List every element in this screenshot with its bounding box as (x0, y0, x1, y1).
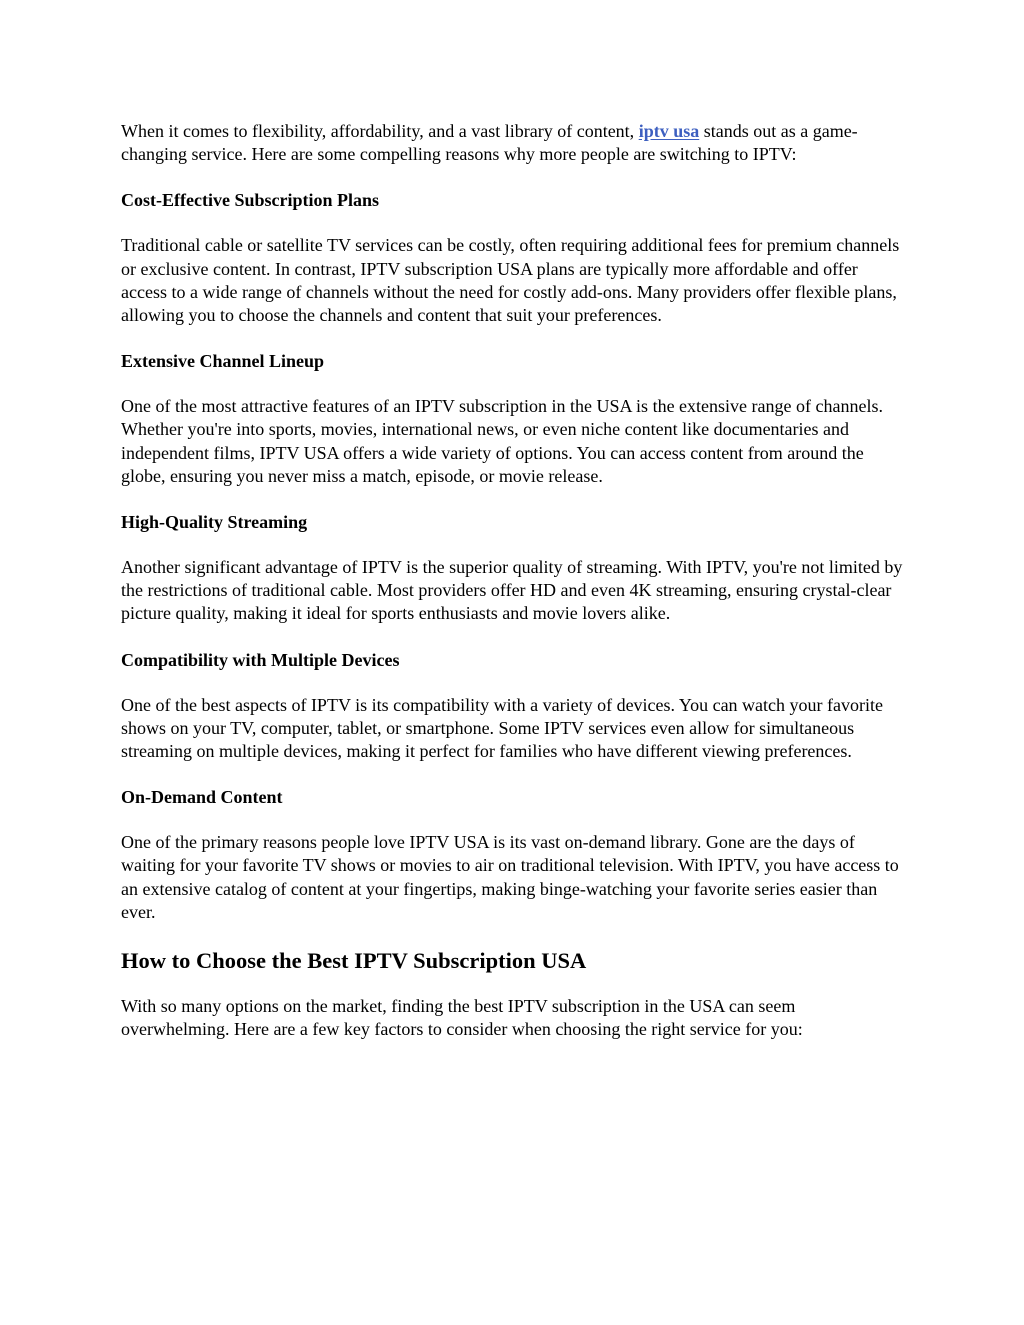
section-heading-channel-lineup: Extensive Channel Lineup (121, 351, 325, 372)
choose-section-heading: How to Choose the Best IPTV Subscription USA (121, 948, 587, 974)
section-heading-high-quality: High-Quality Streaming (121, 512, 308, 533)
section-body-compatibility: One of the best aspects of IPTV is its compatibility with a variety of devices. You can watch your favorite shows on your TV, computer, tablet, or smartphone. Some IPTV services even allow for simultaneous streaming on multiple devices, making it perfect for families who have different viewing preferences. (121, 694, 883, 762)
section-body-high-quality: Another significant advantage of IPTV is the superior quality of streaming. With IPTV, you're not limited by the restrictions of traditional cable. Most providers offer HD and even 4K streaming, ensuring crystal-clear picture quality, making it ideal for sports enthusiasts and movie lovers alike. (121, 557, 903, 624)
section-heading-on-demand: On-Demand Content (121, 787, 283, 808)
section-heading-cost-effective: Cost-Effective Subscription Plans (121, 190, 379, 211)
section-body-on-demand: One of the primary reasons people love IPTV USA is its vast on-demand library. Gone are the days of waiting for your favorite TV shows or movies to air on traditional television. With IPTV, you have access to an extensive catalog of content at your fingertips, making binge-watching your favorite series easier than ever. (121, 832, 899, 922)
iptv-usa-link[interactable]: iptv usa (638, 121, 700, 141)
intro-text-after-link: stands out as a game-changing service. Here are some compelling reasons why more people are switching to IPTV: (121, 121, 858, 165)
section-heading-compatibility: Compatibility with Multiple Devices (121, 649, 400, 670)
section-body-channel-lineup: One of the most attractive features of an IPTV subscription in the USA is the extensive range of channels. Whether you're into sports, movies, international news, or even niche content like documentaries and independent films, IPTV USA offers a wide variety of options. You can access content from around the globe, ensuring you never miss a match, episode, or movie release. (121, 396, 883, 486)
intro-text-before-link: When it comes to flexibility, affordability, and a vast library of content, (121, 121, 639, 141)
choose-section-body: With so many options on the market, finding the best IPTV subscription in the USA can seem overwhelming. Here are a few key factors to consider when choosing the right service for you: (121, 996, 803, 1040)
intro-paragraph (121, 120, 906, 166)
document-page (121, 120, 906, 1041)
section-body-cost-effective: Traditional cable or satellite TV services can be costly, often requiring additional fees for premium channels or exclusive content. In contrast, IPTV subscription USA plans are typically more affordable and offer access to a wide range of channels without the need for costly add-ons. Many providers offer flexible plans, allowing you to choose the channels and content that suit your preferences. (121, 235, 900, 326)
